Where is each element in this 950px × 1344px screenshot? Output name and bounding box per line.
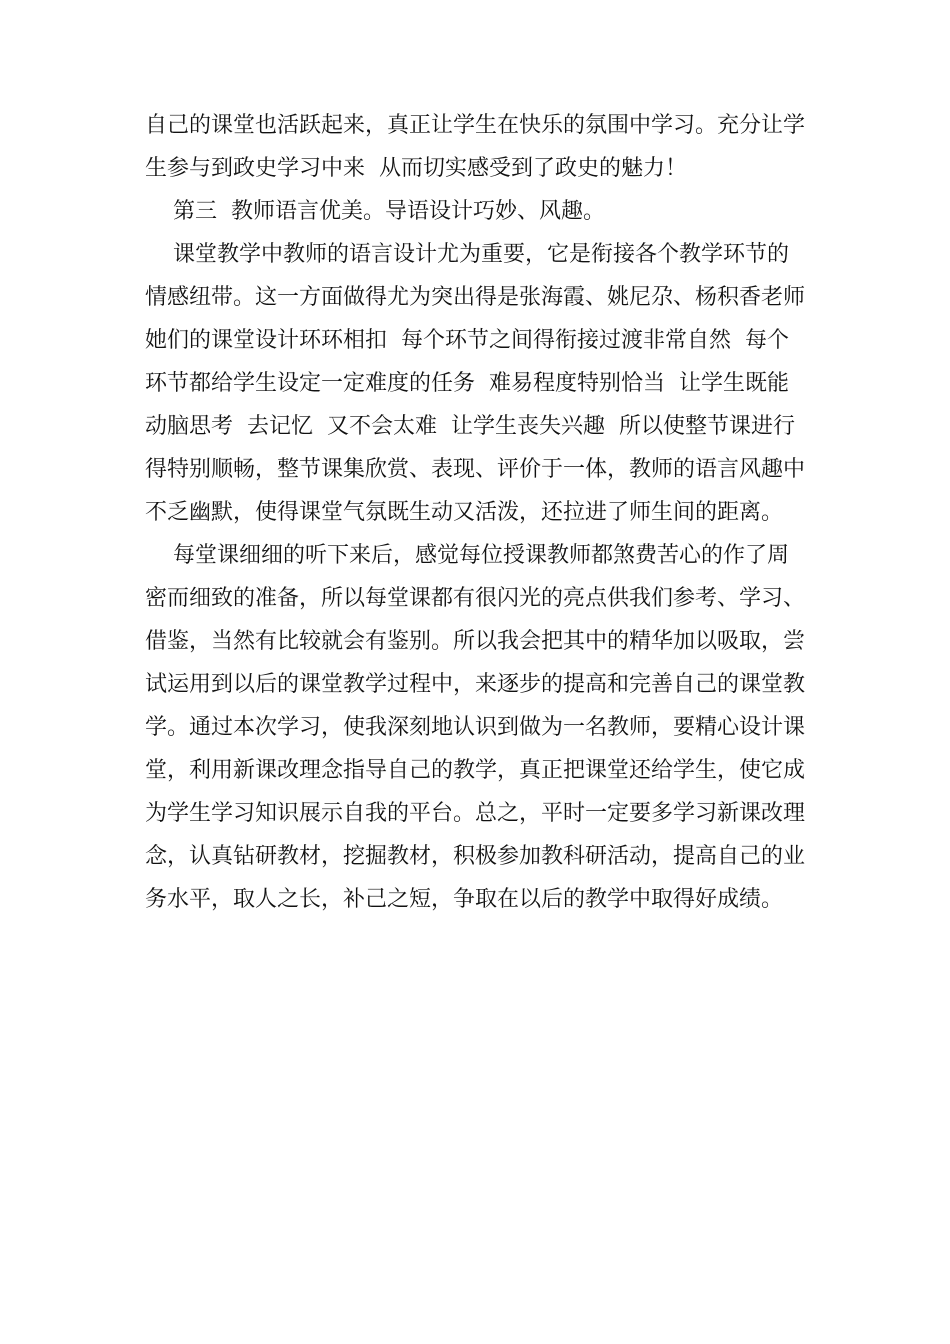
section-heading: 第三 教师语言优美。导语设计巧妙、风趣。 (145, 199, 605, 224)
paragraph-line: 得特别顺畅，整节课集欣赏、表现、评价于一体，教师的语言风趣中 (145, 457, 806, 482)
paragraph-line: 堂，利用新课改理念指导自己的教学，真正把课堂还给学生，使它成 (145, 758, 806, 783)
paragraph-line: 她们的课堂设计环环相扣 每个环节之间得衔接过渡非常自然 每个 (145, 328, 789, 353)
paragraph-line: 试运用到以后的课堂教学过程中，来逐步的提高和完善自己的课堂教 (145, 672, 806, 697)
paragraph-line: 课堂教学中教师的语言设计尤为重要，它是衔接各个教学环节的 (145, 242, 789, 267)
paragraph-line: 自己的课堂也活跃起来，真正让学生在快乐的氛围中学习。充分让学 (145, 113, 806, 138)
paragraph-line: 不乏幽默，使得课堂气氛既生动又活泼，还拉进了师生间的距离。 (145, 500, 784, 525)
paragraph-line: 环节都给学生设定一定难度的任务 难易程度特别恰当 让学生既能 (145, 371, 789, 396)
paragraph-line: 学。通过本次学习，使我深刻地认识到做为一名教师，要精心设计课 (145, 715, 806, 740)
paragraph-line: 每堂课细细的听下来后，感觉每位授课教师都煞费苦心的作了周 (145, 543, 789, 568)
paragraph-line: 为学生学习知识展示自我的平台。总之，平时一定要多学习新课改理 (145, 801, 806, 826)
paragraph-line: 生参与到政史学习中来 从而切实感受到了政史的魅力！ (145, 156, 687, 181)
paragraph-line: 情感纽带。这一方面做得尤为突出得是张海霞、姚尼尕、杨积香老师 (145, 285, 806, 310)
paragraph-line: 念，认真钻研教材，挖掘教材，积极参加教科研活动，提高自己的业 (145, 844, 806, 869)
paragraph-line: 务水平，取人之长，补己之短，争取在以后的教学中取得好成绩。 (145, 887, 784, 912)
paragraph-line: 借鉴，当然有比较就会有鉴别。所以我会把其中的精华加以吸取，尝 (145, 629, 806, 654)
paragraph-line: 动脑思考 去记忆 又不会太难 让学生丧失兴趣 所以使整节课进行 (145, 414, 795, 439)
paragraph-line: 密而细致的准备，所以每堂课都有很闪光的亮点供我们参考、学习、 (145, 586, 806, 611)
document-body (145, 104, 815, 921)
